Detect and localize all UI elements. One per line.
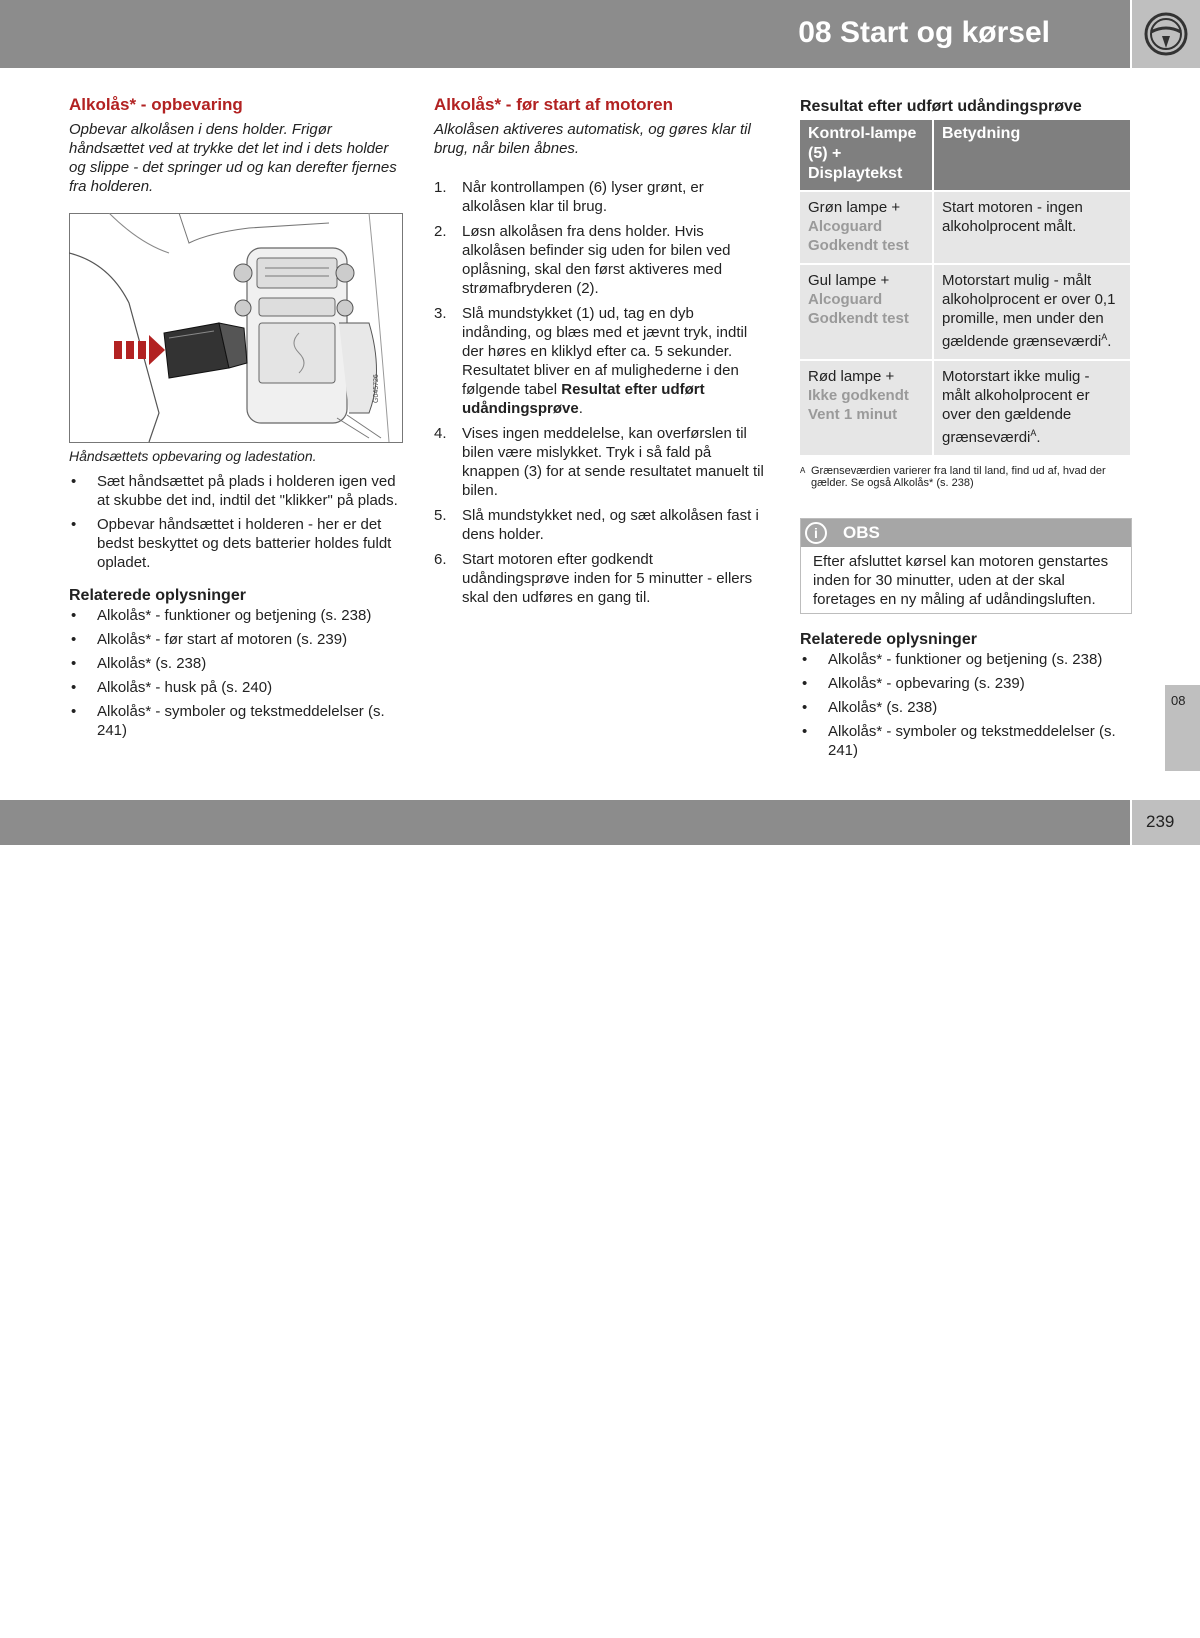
step-text: Når kontrollampen (6) lyser grønt, er alkolåsen klar til brug. [462, 179, 704, 215]
right-related [800, 630, 1132, 765]
chapter-side-tab[interactable] [1165, 685, 1200, 771]
meaning-text: Motorstart mulig - målt alkoholprocent er over 0,1 promille, men under den gældende grænseværdi [942, 272, 1116, 350]
meaning-cell: Start motoren - ingen alkoholprocent målt. [934, 192, 1130, 263]
display-text: Ikke godkendt [808, 387, 909, 404]
display-text: Godkendt test [808, 237, 909, 254]
list-item: • Opbevar håndsættet i holderen - her er det bedst beskyttet og dets batterier holdes fuldt opladet. [69, 515, 399, 572]
page-number: 239 [1146, 812, 1175, 831]
step-number: 2. [434, 223, 447, 240]
lamp-cell [800, 361, 932, 455]
related-links-right [800, 650, 1132, 760]
table-row [800, 265, 1130, 359]
page-number-box [1132, 800, 1200, 845]
step-number: 1. [434, 179, 447, 196]
footer-text: Ekstraudstyr/tilbehør. Se Indledning for nærmere enkeltheder. [693, 1615, 1048, 1630]
display-text: Vent 1 minut [808, 406, 898, 423]
header-bar [0, 0, 1130, 68]
lamp-text: Grøn lampe + [808, 199, 901, 216]
step-text: Vises ingen meddelelse, kan overførslen til bilen være mislykket. Tryk i så fald på knappen (3) for at sende resultatet manuelt til bilen. [462, 425, 764, 499]
display-text: Godkendt test [808, 310, 909, 327]
step-text: Løsn alkolåsen fra dens holder. Hvis alkolåsen befinder sig uden for bilen ved oplåsning, skal den først aktiveres med strømafbryderen (2). [462, 223, 731, 297]
related-link[interactable]: • Alkolås* - funktioner og betjening (s. 238) [69, 606, 399, 625]
info-icon: i [805, 522, 827, 544]
related-link[interactable]: • Alkolås* - funktioner og betjening (s. 238) [800, 650, 1132, 669]
left-column-lower [69, 447, 399, 745]
list-item: • Sæt håndsættet på plads i holderen igen ved at skubbe det ind, indtil det "klikker" på plads. [69, 472, 399, 510]
meaning-cell [934, 361, 1130, 455]
right-column [800, 97, 1132, 489]
step-number: 5. [434, 507, 447, 524]
steering-wheel-icon [1132, 0, 1200, 68]
meaning-text: Motorstart ikke mulig - målt alkoholprocent er over den gældende grænseværdi [942, 368, 1090, 446]
lamp-text: Gul lampe + [808, 272, 890, 289]
table-row [800, 361, 1130, 455]
related-link[interactable]: • Alkolås* (s. 238) [800, 698, 1132, 717]
section-title-storage: Alkolås* - opbevaring [69, 95, 243, 114]
intro-storage: Opbevar alkolåsen i dens holder. Frigør håndsættet ved at trykke det let ind i dets holder og slippe - det springer ud og kan derefter fjernes fra holderen. [69, 121, 397, 195]
section-title-before-start: Alkolås* - før start af motoren [434, 95, 673, 114]
related-link[interactable]: • Alkolås* (s. 238) [69, 654, 399, 673]
storage-bullets [69, 472, 399, 572]
lamp-cell [800, 192, 932, 263]
meaning-end: . [1036, 429, 1041, 446]
step-number: 6. [434, 551, 447, 568]
intro-before-start: Alkolåsen aktiveres automatisk, og gøres klar til brug, når bilen åbnes. [434, 121, 751, 157]
handset-holder-illustration [69, 213, 403, 443]
chapter-icon-box [1132, 0, 1200, 68]
step-item [434, 550, 764, 607]
footnote-mark: A [800, 466, 806, 475]
table-header-row [800, 120, 1130, 190]
table-header-lamp: Kontrol-lampe (5) + Displaytekst [800, 120, 932, 190]
meaning-cell [934, 265, 1130, 359]
steps-list [434, 178, 764, 607]
step-item [434, 178, 764, 216]
step-number: 4. [434, 425, 447, 442]
table-row [800, 192, 1130, 263]
related-title-right: Relaterede oplysninger [800, 631, 977, 648]
left-column [69, 94, 399, 196]
display-text: Alcoguard [808, 218, 883, 235]
step-item [434, 424, 764, 500]
related-link[interactable]: • Alkolås* - opbevaring (s. 239) [800, 674, 1132, 693]
obs-header [801, 519, 1131, 547]
step-item [434, 222, 764, 298]
display-text: Alcoguard [808, 291, 883, 308]
footer-note [681, 1612, 1048, 1638]
result-table [798, 118, 1132, 457]
image-code: G045726 [373, 374, 380, 403]
related-title-left: Relaterede oplysninger [69, 587, 246, 604]
lamp-cell [800, 265, 932, 359]
lamp-text: Rød lampe + [808, 368, 895, 385]
related-link[interactable]: • Alkolås* - symboler og tekstmeddelelser (s. 241) [800, 722, 1132, 760]
obs-title: OBS [843, 523, 880, 542]
step-number: 3. [434, 305, 447, 322]
footer-bar [0, 800, 1130, 1637]
table-reference: Resultat efter udført udåndingsprøve [462, 381, 705, 417]
step-text-end: . [578, 400, 583, 417]
footnote-ref: A [1101, 332, 1108, 342]
meaning-end: . [1107, 333, 1112, 350]
side-tab-label: 08 [1171, 693, 1186, 708]
middle-column [434, 94, 764, 613]
obs-text: Efter afsluttet kørsel kan motoren genstartes inden for 30 minutter, uden at der skal foretages en ny måling af udåndingsluften. [813, 553, 1109, 608]
table-footnote [800, 465, 1133, 489]
step-text: Start motoren efter godkendt udåndingsprøve inden for 5 minutter - ellers skal den udføres en gang til. [462, 551, 753, 606]
image-caption: Håndsættets opbevaring og ladestation. [69, 448, 317, 464]
table-title: Resultat efter udført udåndingsprøve [800, 98, 1082, 115]
related-link[interactable]: • Alkolås* - husk på (s. 240) [69, 678, 399, 697]
related-link[interactable]: • Alkolås* - symboler og tekstmeddelelser (s. 241) [69, 702, 399, 740]
step-text: Slå mundstykket (1) ud, tag en dyb indånding, og blæs med et jævnt tryk, indtil der høres en kliklyd efter ca. 5 sekunder. Resultatet bliver en af mulighederne i den følgende tabel [462, 305, 748, 398]
related-link[interactable]: • Alkolås* - før start af motoren (s. 239) [69, 630, 399, 649]
step-item [434, 304, 764, 418]
chapter-title: 08 Start og kørsel [798, 16, 1050, 49]
footer-star: * [680, 1612, 690, 1637]
obs-note-box [800, 518, 1132, 614]
storage-illustration [69, 213, 403, 443]
step-text: Slå mundstykket ned, og sæt alkolåsen fast i dens holder. [462, 507, 759, 543]
table-header-meaning: Betydning [934, 120, 1130, 190]
related-links-left [69, 606, 399, 740]
footnote-text: Grænseværdien varierer fra land til land, find ud af, hvad der gælder. Se også Alkolås* (s. 238) [811, 465, 1106, 489]
footnote-ref: A [1030, 428, 1037, 438]
step-item [434, 506, 764, 544]
